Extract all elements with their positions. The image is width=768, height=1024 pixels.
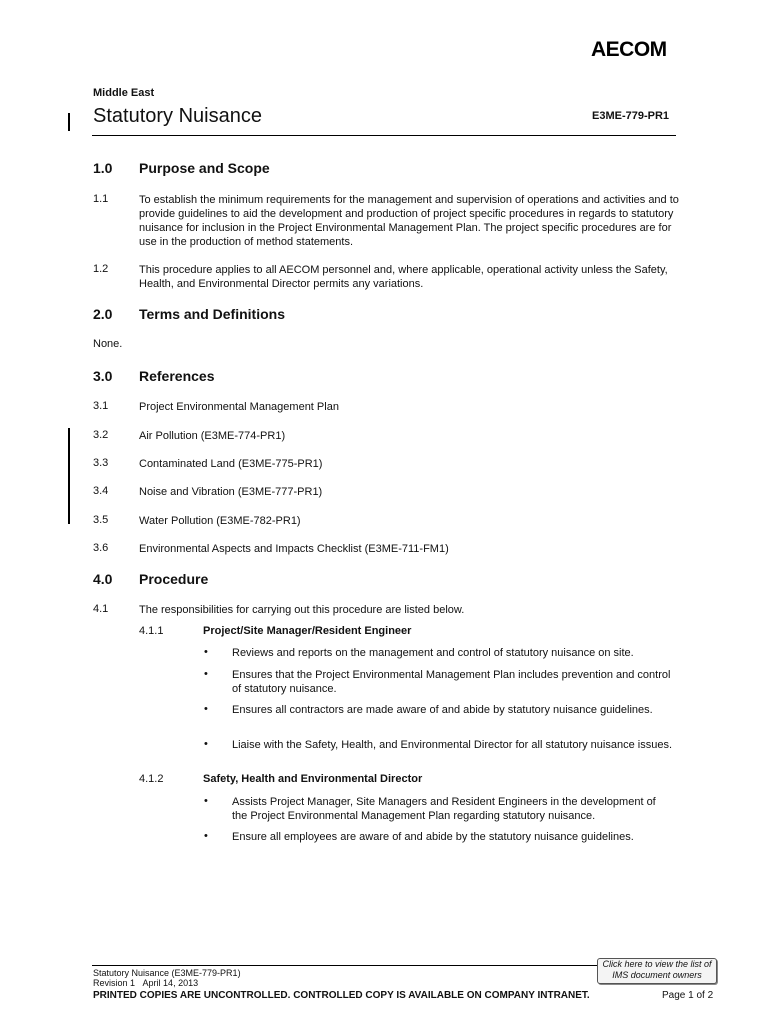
revision-change-bar [68, 428, 70, 524]
subsection-number: 4.1.2 [139, 773, 164, 785]
section-title-procedure: Procedure [139, 571, 209, 587]
list-item: Liaise with the Safety, Health, and Environmental Director for all statutory nuisance issues. [232, 739, 673, 751]
reference-number: 3.5 [93, 514, 109, 526]
list-item: Ensure all employees are aware of and abide by the statutory nuisance guidelines. [232, 831, 634, 843]
reference-number: 3.6 [93, 542, 109, 554]
subsection-title-she-director: Safety, Health and Environmental Director [203, 773, 423, 785]
page-number: Page 1 of 2 [662, 990, 714, 1001]
reference-item: Water Pollution (E3ME-782-PR1) [139, 515, 301, 527]
reference-item: Contaminated Land (E3ME-775-PR1) [139, 458, 323, 470]
footer-divider [92, 965, 597, 966]
paragraph-number: 1.2 [93, 263, 109, 275]
document-id: E3ME-779-PR1 [592, 110, 670, 122]
paragraph-text: This procedure applies to all AECOM personnel and, where applicable, operational activity unless the Safety, Health, and Environmental Director permits any variations. [139, 264, 668, 290]
bullet-point: • [204, 703, 208, 715]
bullet-point: • [204, 830, 208, 842]
section-title-purpose: Purpose and Scope [139, 160, 270, 176]
ims-document-owners-link[interactable] [597, 958, 717, 984]
paragraph-text: The responsibilities for carrying out this procedure are listed below. [139, 604, 465, 616]
reference-item: Air Pollution (E3ME-774-PR1) [139, 430, 286, 442]
section-title-terms: Terms and Definitions [139, 306, 285, 322]
subsection-number: 4.1.1 [139, 625, 164, 637]
reference-number: 3.4 [93, 485, 109, 497]
list-item: Ensures that the Project Environmental Management Plan includes prevention and control of statutory nuisance. [232, 669, 671, 695]
list-item: Ensures all contractors are made aware of and abide by statutory nuisance guidelines. [232, 704, 653, 716]
section-number: 2.0 [93, 306, 113, 322]
footer-revision [93, 978, 198, 988]
paragraph-text: None. [93, 338, 123, 350]
header-divider [92, 135, 676, 136]
aecom-logo: AECOM [591, 38, 667, 61]
bullet-point: • [204, 668, 208, 680]
region-label: Middle East [93, 87, 155, 99]
subsection-title-site-manager: Project/Site Manager/Resident Engineer [203, 625, 412, 637]
bullet-point: • [204, 738, 208, 750]
reference-item: Noise and Vibration (E3ME-777-PR1) [139, 486, 323, 498]
revision-change-bar [68, 113, 70, 131]
reference-number: 3.1 [93, 400, 109, 412]
owners-link-line: IMS document owners [612, 970, 702, 980]
bullet-point: • [204, 795, 208, 807]
bullet-point: • [204, 646, 208, 658]
footer-document-name: Statutory Nuisance (E3ME-779-PR1) [93, 968, 241, 978]
reference-number: 3.2 [93, 429, 109, 441]
list-item: Reviews and reports on the management and control of statutory nuisance on site. [232, 647, 634, 659]
section-number: 3.0 [93, 368, 113, 384]
owners-link-line: Click here to view the list of [602, 959, 712, 969]
paragraph-text: To establish the minimum requirements for the management and supervision of operations and activities and to provide guidelines to aid the development and production of project specific procedures in regards to statutory nuisance for inclusion in the Project Environmental Management Plan. The project specific procedures are for use in the production of method statements. [139, 194, 679, 248]
reference-item: Project Environmental Management Plan [139, 401, 339, 413]
reference-item: Environmental Aspects and Impacts Checklist (E3ME-711-FM1) [139, 543, 449, 555]
page-title: Statutory Nuisance [93, 105, 262, 127]
paragraph-number: 4.1 [93, 603, 109, 615]
revision-label: Revision 1 [93, 978, 136, 988]
section-title-references: References [139, 368, 215, 384]
revision-date: April 14, 2013 [142, 978, 199, 988]
section-number: 1.0 [93, 160, 113, 176]
list-item: Assists Project Manager, Site Managers and Resident Engineers in the development of the Project Environmental Management Plan regarding statutory nuisance. [232, 796, 656, 822]
paragraph-number: 1.1 [93, 193, 109, 205]
section-number: 4.0 [93, 571, 113, 587]
uncontrolled-copy-notice: PRINTED COPIES ARE UNCONTROLLED. CONTROLLED COPY IS AVAILABLE ON COMPANY INTRANET. [93, 990, 590, 1001]
reference-number: 3.3 [93, 457, 109, 469]
